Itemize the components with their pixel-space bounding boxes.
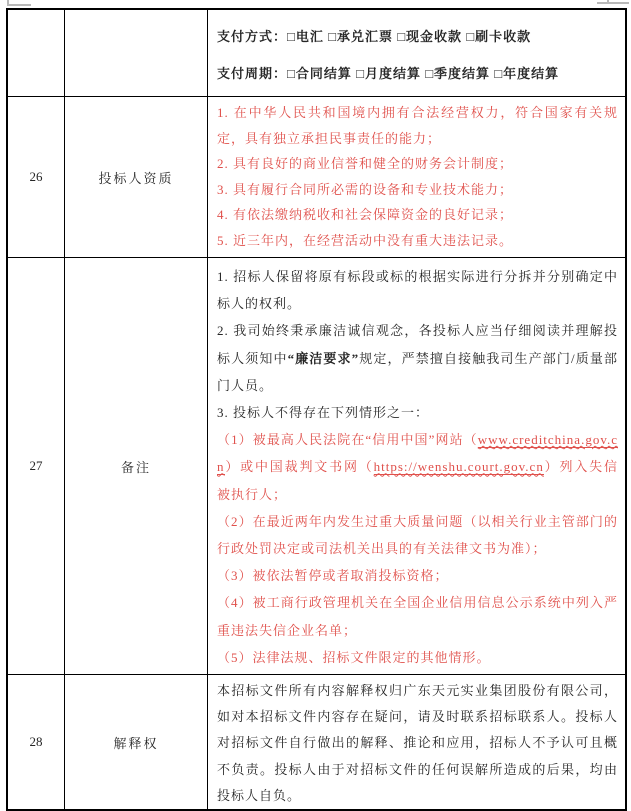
table-row	[7, 675, 626, 811]
text-run: （3）被依法暂停或者取消投标资格；	[217, 568, 449, 584]
row-number-cell: 26	[7, 97, 65, 258]
paragraph	[217, 18, 618, 55]
text-run: 3. 具有履行合同所必需的设备和专业技术能力；	[217, 181, 514, 197]
url-text: https://wenshu.court.gov.cn	[373, 459, 544, 475]
text-run: 1. 招标人保留将原有标段或标的根据实际进行分拆并分别确定中标人的权利。	[217, 269, 618, 312]
row-label-cell: 解释权	[65, 675, 208, 811]
paragraph	[217, 151, 618, 177]
paragraph	[217, 263, 618, 317]
page-edge-artifact	[597, 2, 629, 4]
text-run: 4. 有依法缴纳税收和社会保障资金的良好记录；	[217, 207, 514, 222]
row-content-cell	[208, 675, 627, 811]
text-run: 规定，严禁擅自接触我司生产部门/质量部门人员。	[217, 350, 618, 393]
table-body	[7, 9, 626, 810]
row-number-cell	[7, 9, 65, 97]
paragraph	[217, 317, 618, 399]
text-run: 3. 投标人不得存在下列情形之一：	[217, 405, 430, 421]
paragraph	[217, 562, 618, 589]
paragraph	[217, 426, 618, 508]
page-edge-artifact	[607, 0, 609, 3]
row-content	[208, 10, 625, 96]
text-run: 支付周期：□合同结算 □月度结算 □季度结算 □年度结算	[217, 66, 560, 81]
text-run: ）列入失信被执行人；	[217, 459, 618, 502]
paragraph	[217, 678, 618, 809]
text-run: 1. 在中华人民共和国境内拥有合法经营权力，符合国家有关规定，具有独立承担民事责任的能力；	[217, 105, 618, 146]
text-run: 2. 具有良好的商业信誉和健全的财务会计制度；	[217, 156, 514, 171]
paragraph	[217, 228, 618, 254]
paragraph	[217, 202, 618, 228]
table-row	[7, 258, 626, 675]
text-run: 支付方式：□电汇 □承兑汇票 □现金收款 □刷卡收款	[217, 29, 532, 44]
row-content-cell	[208, 258, 627, 675]
paragraph	[217, 644, 618, 671]
text-run: （5）法律法规、招标文件限定的其他情形。	[217, 649, 491, 665]
row-content	[208, 97, 625, 257]
row-label-cell: 投标人资质	[65, 97, 208, 258]
row-content-cell	[208, 9, 627, 97]
row-number-cell: 28	[7, 675, 65, 811]
row-label-cell	[65, 9, 208, 97]
text-run: 本招标文件所有内容解释权归广东天元实业集团股份有限公司，如对本招标文件内容存在疑问，请及时联系招标联系人。投标人对招标文件自行做出的解释、推论和应用，招标人不予认可且概不负责。投标人由于对招标文件的任何误解所造成的后果，均由投标人自负。	[217, 683, 618, 803]
text-run: “廉洁要求”	[287, 350, 360, 366]
text-run: ）或中国裁判文书网（	[224, 459, 374, 475]
bidding-conditions-table	[6, 8, 627, 811]
table-row	[7, 9, 626, 97]
row-label-cell: 备注	[65, 258, 208, 675]
paragraph	[217, 589, 618, 643]
table-row	[7, 97, 626, 258]
row-content	[208, 258, 625, 674]
paragraph	[217, 100, 618, 151]
row-content-cell	[208, 97, 627, 258]
paragraph	[217, 508, 618, 562]
paragraph	[217, 177, 618, 203]
url-text: www.creditchina.gov.cn	[217, 432, 618, 475]
paragraph	[217, 55, 618, 92]
row-content	[208, 675, 625, 809]
text-run: （1）被最高人民法院在“信用中国”网站（	[217, 432, 478, 448]
paragraph	[217, 399, 618, 426]
text-run: 5. 近三年内，在经营活动中没有重大违法记录。	[217, 232, 514, 248]
text-run: （4）被工商行政管理机关在全国企业信用信息公示系统中列入严重违法失信企业名单；	[217, 595, 618, 638]
text-run: （2）在最近两年内发生过重大质量问题（以相关行业主管部门的行政处罚决定或司法机关出具的有关法律文书为准）；	[217, 513, 618, 557]
text-run: 2. 我司始终秉承廉洁诚信观念，各投标人应当仔细阅读并理解投标人须知中	[217, 323, 618, 366]
page-edge-artifact	[7, 4, 31, 6]
row-number-cell: 27	[7, 258, 65, 675]
